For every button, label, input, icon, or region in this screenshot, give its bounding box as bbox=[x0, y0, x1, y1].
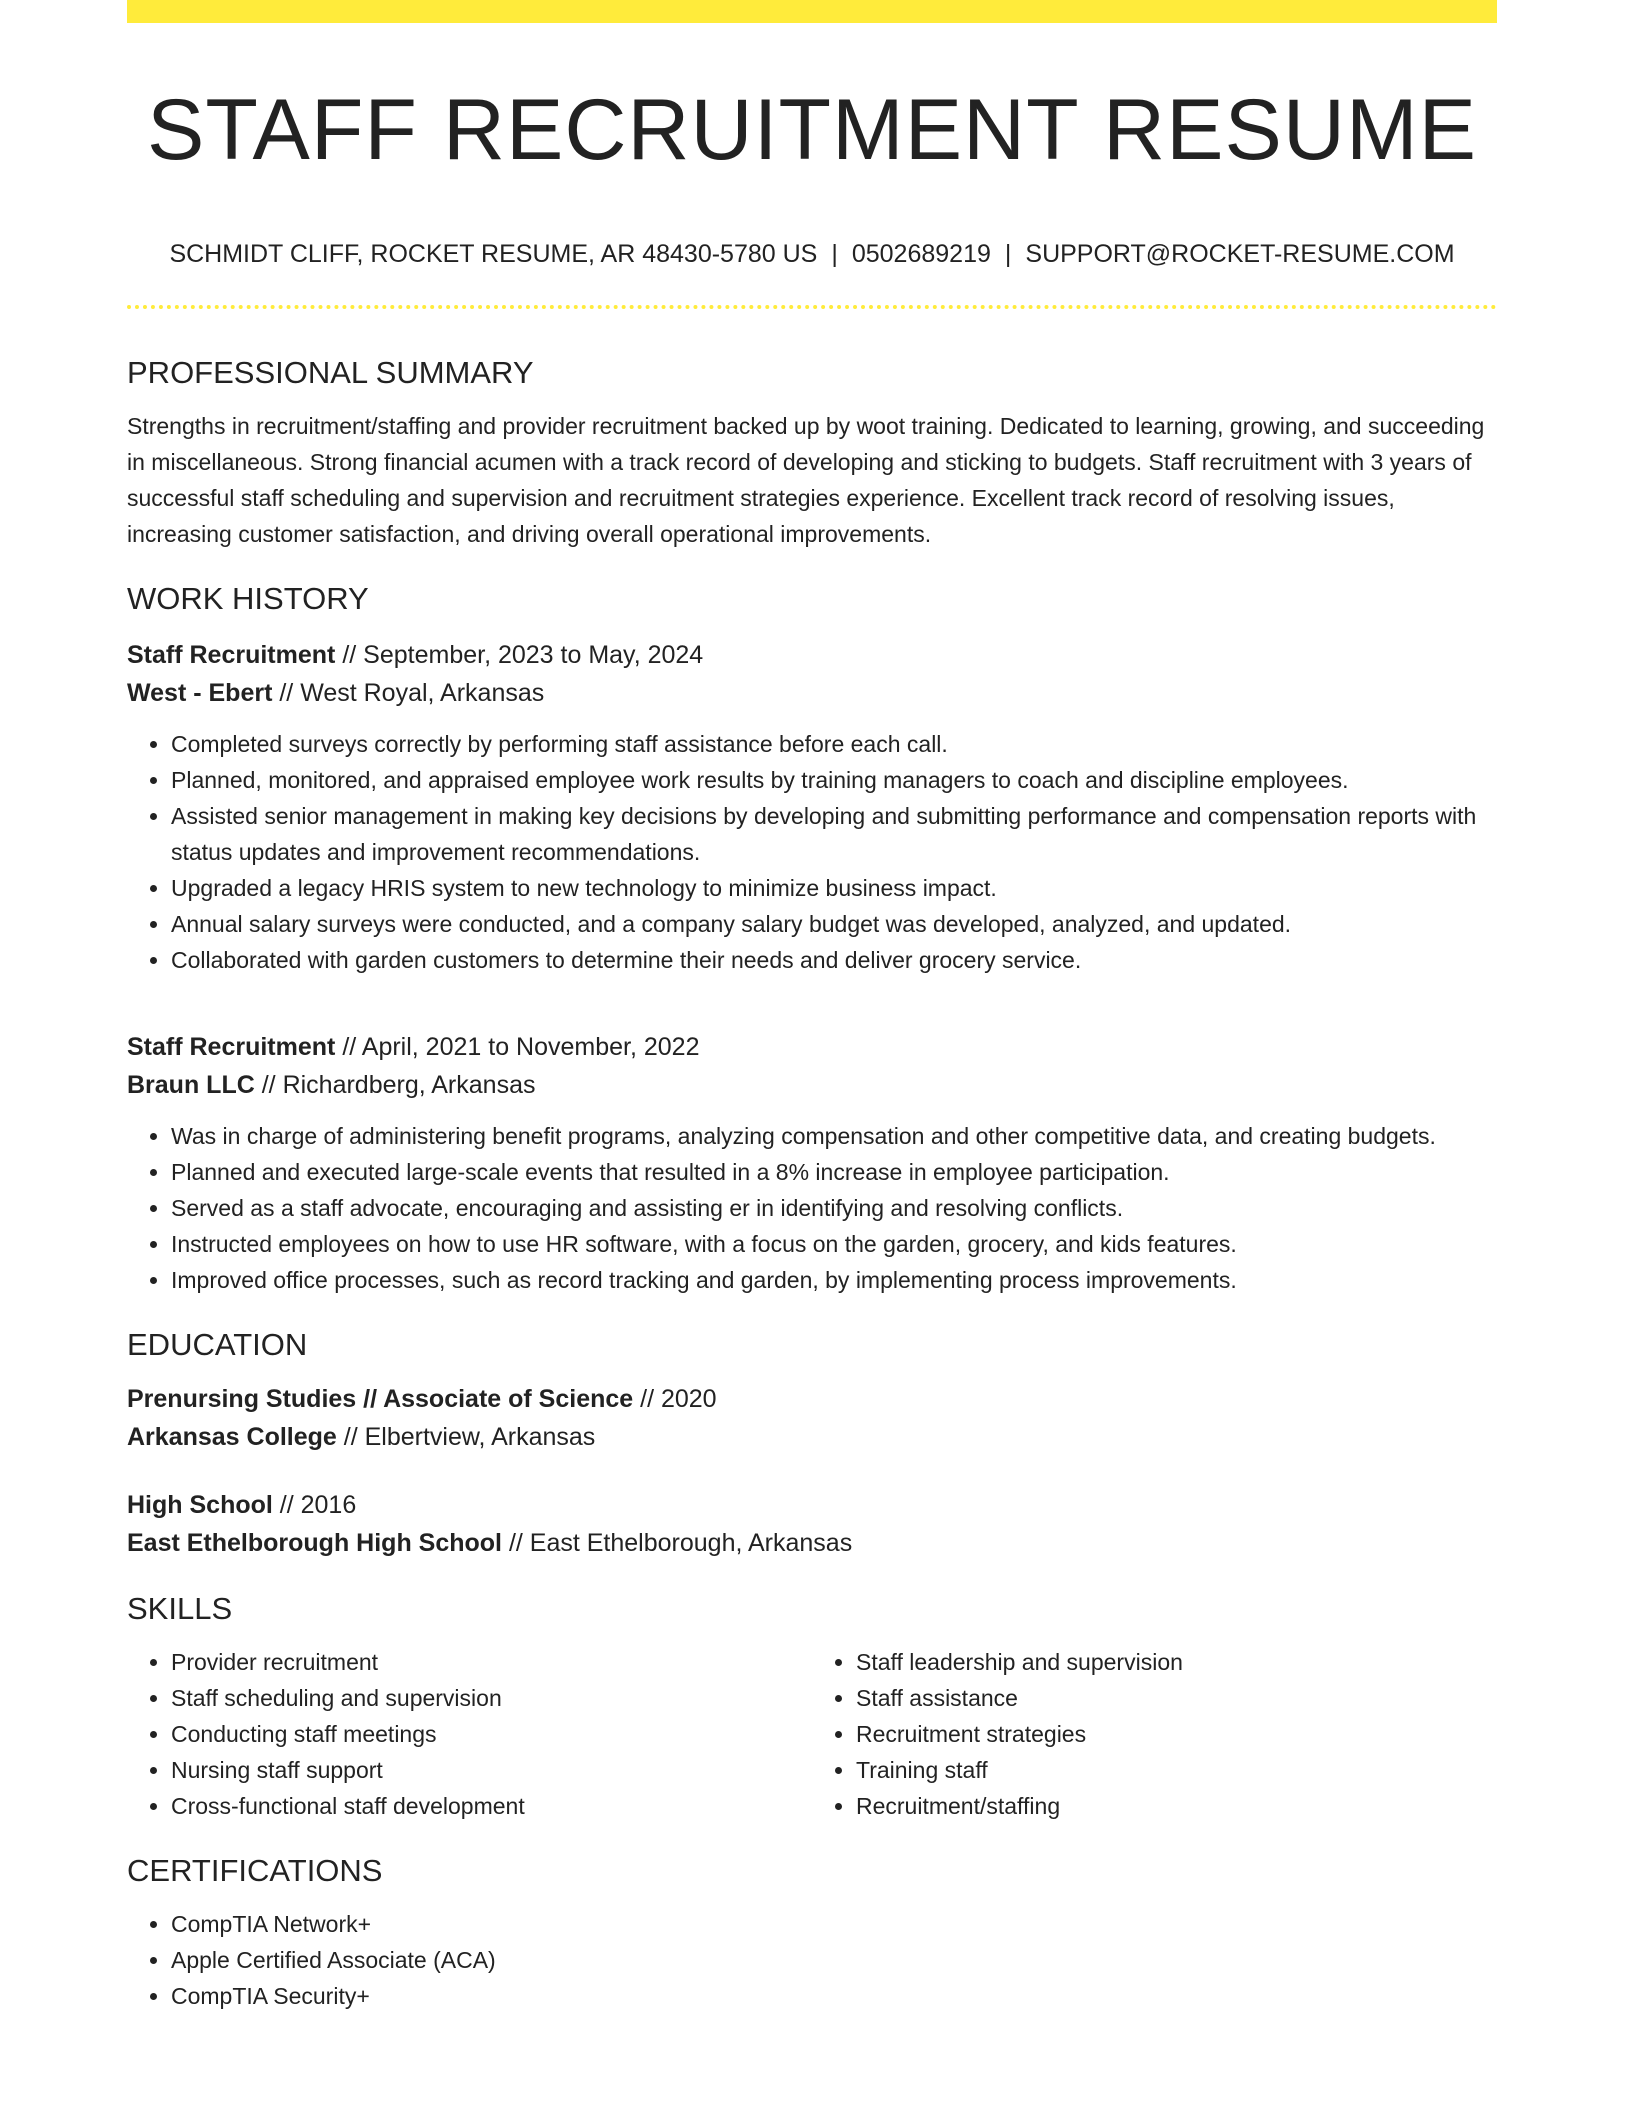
job-bullet: • Planned and executed large-scale events that resulted in a 8% increase in employee participation. bbox=[171, 1154, 1497, 1190]
job-company: West - Ebert bbox=[127, 679, 273, 707]
job-title: Staff Recruitment bbox=[127, 1033, 336, 1061]
skill-item: • Staff leadership and supervision bbox=[856, 1644, 1497, 1680]
dotted-divider bbox=[127, 305, 1497, 309]
skill-item: • Staff scheduling and supervision bbox=[171, 1680, 812, 1716]
education-degree-line bbox=[127, 1380, 1497, 1418]
contact-email: SUPPORT@ROCKET-RESUME.COM bbox=[1025, 240, 1455, 268]
accent-top-bar bbox=[127, 0, 1497, 23]
job-title-line bbox=[127, 1028, 1497, 1066]
education-school: East Ethelborough High School bbox=[127, 1529, 502, 1557]
job-entry bbox=[127, 1028, 1497, 1298]
job-bullet: • Collaborated with garden customers to determine their needs and deliver grocery service. bbox=[171, 942, 1497, 978]
contact-line bbox=[127, 236, 1497, 272]
education-entry bbox=[127, 1486, 1497, 1562]
job-location: // Richardberg, Arkansas bbox=[254, 1071, 536, 1099]
job-bullet: • Planned, monitored, and appraised employee work results by training managers to coach and discipline employees. bbox=[171, 762, 1497, 798]
job-entry bbox=[127, 636, 1497, 978]
work-history-heading: WORK HISTORY bbox=[127, 581, 369, 616]
resume-title: STAFF RECRUITMENT RESUME bbox=[147, 82, 1477, 178]
job-bullet: • Completed surveys correctly by performing staff assistance before each call. bbox=[171, 726, 1497, 762]
certification-item: • CompTIA Network+ bbox=[171, 1906, 1497, 1942]
certifications-heading: CERTIFICATIONS bbox=[127, 1853, 383, 1888]
job-bullet: • Assisted senior management in making key decisions by developing and submitting performance and compensation reports with status updates and improvement recommendations. bbox=[171, 798, 1497, 870]
skill-item: • Cross-functional staff development bbox=[171, 1788, 812, 1824]
education-school-line bbox=[127, 1418, 1497, 1456]
skill-item: • Provider recruitment bbox=[171, 1644, 812, 1680]
certification-item: • Apple Certified Associate (ACA) bbox=[171, 1942, 1497, 1978]
job-dates: // September, 2023 to May, 2024 bbox=[335, 641, 704, 669]
job-bullets bbox=[127, 1118, 1497, 1298]
education-entry bbox=[127, 1380, 1497, 1456]
skill-item: • Recruitment strategies bbox=[856, 1716, 1497, 1752]
skills-right-list bbox=[812, 1644, 1497, 1824]
job-bullet: • Upgraded a legacy HRIS system to new technology to minimize business impact. bbox=[171, 870, 1497, 906]
certifications-list bbox=[127, 1906, 1497, 2014]
summary-text: Strengths in recruitment/staffing and provider recruitment backed up by woot training. Dedicated to learning, growing, and succeeding in miscellaneous. Strong financial acumen with a track record of developing and sticking to budgets. Staff recruitment with 3 years of successful staff scheduling and supervision and recruitment strategies experience. Excellent track record of resolving issues, increasing customer satisfaction, and driving overall operational improvements. bbox=[127, 413, 1485, 547]
education-heading: EDUCATION bbox=[127, 1327, 308, 1362]
resume-content bbox=[127, 352, 1497, 2014]
contact-address: SCHMIDT CLIFF, ROCKET RESUME, AR 48430-5780 US bbox=[169, 240, 818, 268]
job-bullet: • Improved office processes, such as record tracking and garden, by implementing process improvements. bbox=[171, 1262, 1497, 1298]
skills-heading: SKILLS bbox=[127, 1591, 233, 1626]
summary-heading: PROFESSIONAL SUMMARY bbox=[127, 355, 534, 390]
job-bullet: • Instructed employees on how to use HR software, with a focus on the garden, grocery, and kids features. bbox=[171, 1226, 1497, 1262]
job-company-line bbox=[127, 674, 1497, 712]
education-year: // 2020 bbox=[633, 1385, 717, 1413]
job-bullet: • Annual salary surveys were conducted, and a company salary budget was developed, analyzed, and updated. bbox=[171, 906, 1497, 942]
skill-item: • Conducting staff meetings bbox=[171, 1716, 812, 1752]
contact-separator: | bbox=[1004, 240, 1012, 268]
education-degree: Prenursing Studies // Associate of Science bbox=[127, 1385, 634, 1413]
education-degree-line bbox=[127, 1486, 1497, 1524]
job-location: // West Royal, Arkansas bbox=[272, 679, 545, 707]
job-dates: // April, 2021 to November, 2022 bbox=[335, 1033, 700, 1061]
skill-item: • Nursing staff support bbox=[171, 1752, 812, 1788]
skills-columns bbox=[127, 1644, 1497, 1824]
job-bullet: • Served as a staff advocate, encouraging and assisting er in identifying and resolving conflicts. bbox=[171, 1190, 1497, 1226]
job-company-line bbox=[127, 1066, 1497, 1104]
skill-item: • Staff assistance bbox=[856, 1680, 1497, 1716]
job-title: Staff Recruitment bbox=[127, 641, 336, 669]
education-location: // East Ethelborough, Arkansas bbox=[502, 1529, 853, 1557]
job-company: Braun LLC bbox=[127, 1071, 255, 1099]
contact-phone: 0502689219 bbox=[851, 240, 991, 268]
education-school: Arkansas College bbox=[127, 1423, 337, 1451]
education-location: // Elbertview, Arkansas bbox=[336, 1423, 596, 1451]
certification-item: • CompTIA Security+ bbox=[171, 1978, 1497, 2014]
education-degree: High School bbox=[127, 1491, 273, 1519]
education-school-line bbox=[127, 1524, 1497, 1562]
job-title-line bbox=[127, 636, 1497, 674]
contact-separator: | bbox=[831, 240, 838, 268]
skill-item: • Training staff bbox=[856, 1752, 1497, 1788]
job-bullet: • Was in charge of administering benefit programs, analyzing compensation and other competitive data, and creating budgets. bbox=[171, 1118, 1497, 1154]
skills-left-list bbox=[127, 1644, 812, 1824]
skill-item: • Recruitment/staffing bbox=[856, 1788, 1497, 1824]
education-year: // 2016 bbox=[272, 1491, 357, 1519]
job-bullets bbox=[127, 726, 1497, 978]
